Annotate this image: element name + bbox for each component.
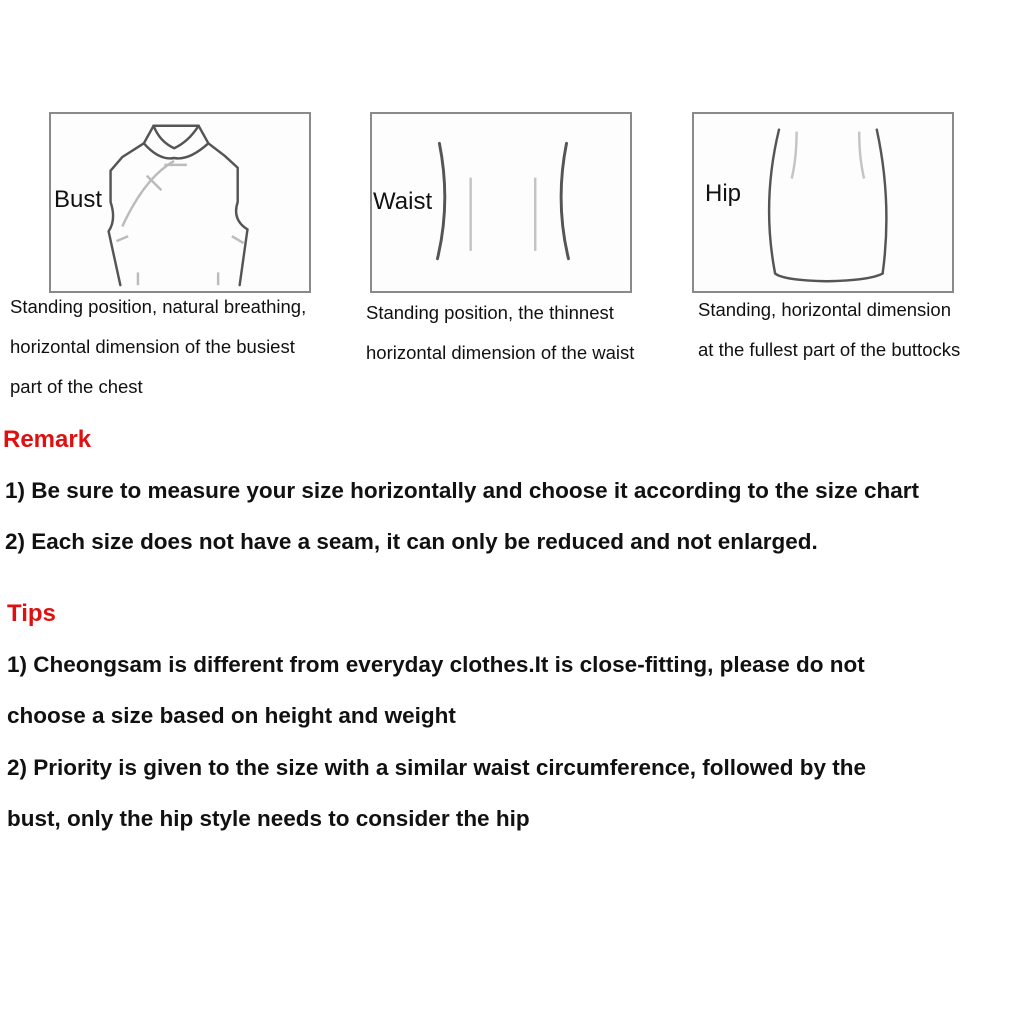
bust-illustration [49,112,311,293]
hip-illustration [692,112,954,293]
waist-illustration [370,112,632,293]
remark-item: 1) Be sure to measure your size horizontally and choose it according to the size chart [5,478,919,503]
tips-line: bust, only the hip style needs to consider the hip [7,806,530,831]
remark-item: 2) Each size does not have a seam, it can only be reduced and not enlarged. [5,529,818,554]
figure-label-hip: Hip [705,180,742,207]
hip-caption [698,290,960,370]
remark-heading: Remark [3,426,92,453]
tips-line: 2) Priority is given to the size with a similar waist circumference, followed by the [7,755,866,780]
caption-line: part of the chest [10,376,143,397]
bust-caption [10,287,306,407]
figure-label-waist: Waist [373,188,433,215]
caption-line: at the fullest part of the buttocks [698,339,961,360]
tips-heading: Tips [7,600,56,627]
caption-line: Standing, horizontal dimension [698,299,951,320]
caption-line: Standing position, the thinnest [366,302,614,323]
caption-line: horizontal dimension of the waist [366,342,635,363]
caption-line: Standing position, natural breathing, [10,296,307,317]
figure-label-bust: Bust [54,186,103,213]
tips-line: 1) Cheongsam is different from everyday clothes.It is close-fitting, please do not [7,652,865,677]
waist-caption [366,293,634,373]
caption-line: horizontal dimension of the busiest [10,336,295,357]
tips-line: choose a size based on height and weight [7,703,456,728]
